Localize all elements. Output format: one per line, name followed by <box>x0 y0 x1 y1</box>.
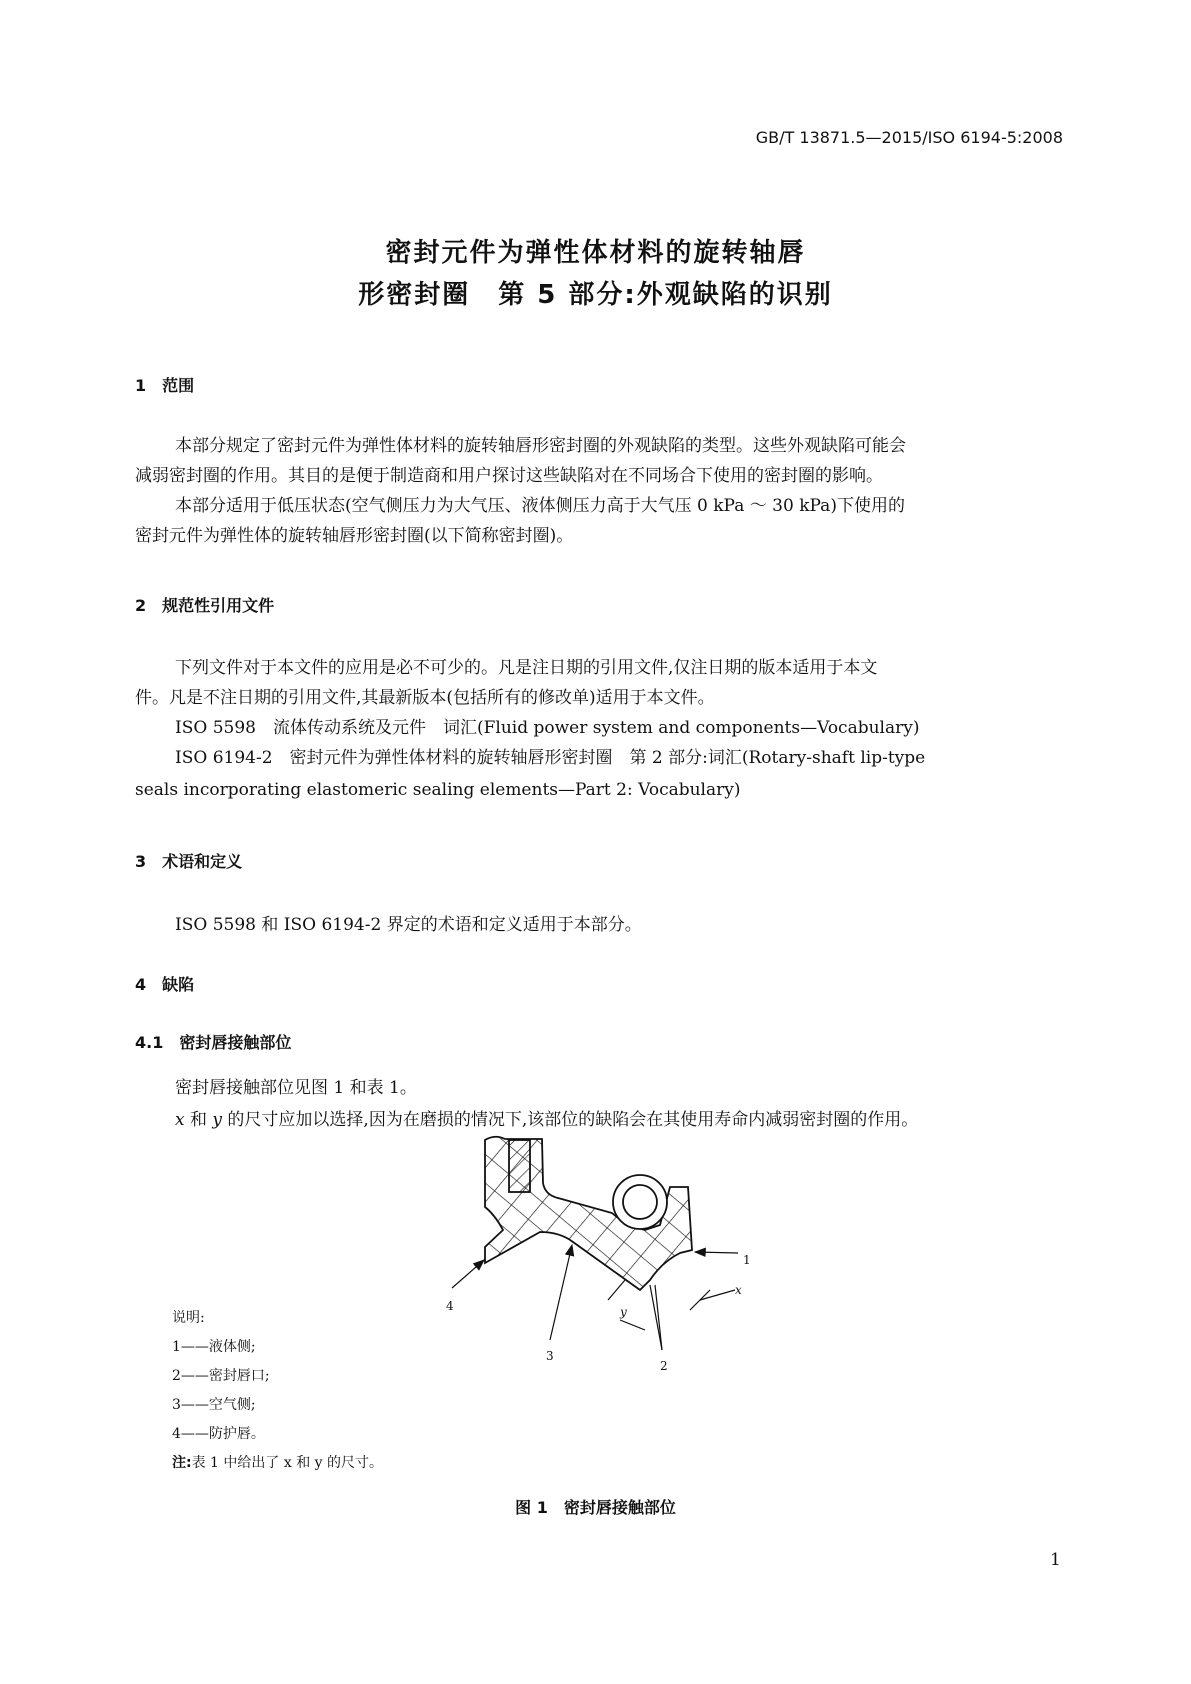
reference-iso-5598: ISO 5598 流体传动系统及元件 词汇(Fluid power system and components—Vocabulary) <box>175 718 920 738</box>
standard-number: GB/T 13871.5—2015/ISO 6194-5:2008 <box>755 128 1063 147</box>
section-3-heading: 3 术语和定义 <box>135 852 243 871</box>
seal-cross-section <box>485 1137 692 1290</box>
legend-title: 说明: <box>172 1310 205 1326</box>
figure-caption: 图 1 密封唇接触部位 <box>515 1498 676 1517</box>
text: 的尺寸应加以选择,因为在磨损的情况下,该部位的缺陷会在其使用寿命内减弱密封圈的作用。 <box>222 1110 919 1130</box>
figure-note <box>172 1453 383 1473</box>
note-text: 表 1 中给出了 x 和 y 的尺寸。 <box>191 1455 384 1471</box>
title-line-1: 密封元件为弹性体材料的旋转轴唇 <box>385 238 806 268</box>
s3-paragraph: ISO 5598 和 ISO 6194-2 界定的术语和定义适用于本部分。 <box>175 915 642 935</box>
var-x: x <box>175 1110 185 1130</box>
var-y: y <box>212 1110 223 1130</box>
s1-paragraph: 本部分规定了密封元件为弹性体材料的旋转轴唇形密封圈的外观缺陷的类型。这些外观缺陷可能会 <box>175 436 906 456</box>
section-1-heading: 1 范围 <box>135 376 195 395</box>
leader-lines <box>452 1245 738 1350</box>
callout-1: 1 <box>743 1253 751 1267</box>
page-number: 1 <box>1050 1550 1061 1570</box>
s2-paragraph: 下列文件对于本文件的应用是必不可少的。凡是注日期的引用文件,仅注日期的版本适用于本文 <box>175 658 878 678</box>
section-2-heading: 2 规范性引用文件 <box>135 596 275 615</box>
note-label: 注: <box>172 1455 192 1471</box>
section-4-heading: 4 缺陷 <box>135 975 195 994</box>
s1-paragraph: 本部分适用于低压状态(空气侧压力为大气压、液体侧压力高于大气压 0 kPa ～ 30 kPa)下使用的 <box>175 496 905 516</box>
dimension-y: y <box>620 1305 627 1319</box>
legend-item: 2——密封唇口; <box>172 1368 270 1384</box>
s2-paragraph: 件。凡是不注日期的引用文件,其最新版本(包括所有的修改单)适用于本文件。 <box>135 688 715 708</box>
callout-4: 4 <box>446 1299 454 1313</box>
section-4-1-heading: 4.1 密封唇接触部位 <box>135 1033 292 1052</box>
reference-iso-6194-2: ISO 6194-2 密封元件为弹性体材料的旋转轴唇形密封圈 第 2 部分:词汇(Rotary-shaft lip-type <box>175 748 926 768</box>
callout-2: 2 <box>660 1359 668 1373</box>
s4-paragraph: 密封唇接触部位见图 1 和表 1。 <box>175 1078 417 1098</box>
callout-3: 3 <box>546 1349 554 1363</box>
title-line-2: 形密封圈 第 5 部分:外观缺陷的识别 <box>358 280 833 310</box>
dimension-x: x <box>735 1283 742 1297</box>
legend-item: 1——液体侧; <box>172 1339 256 1355</box>
s1-paragraph: 减弱密封圈的作用。其目的是便于制造商和用户探讨这些缺陷对在不同场合下使用的密封圈的影响。 <box>135 466 883 486</box>
text: 和 <box>184 1110 213 1130</box>
legend-item: 3——空气侧; <box>172 1397 256 1413</box>
legend-item: 4——防护唇。 <box>172 1426 265 1442</box>
s1-paragraph: 密封元件为弹性体的旋转轴唇形密封圈(以下简称密封圈)。 <box>135 526 574 546</box>
reference-iso-6194-2-cont: seals incorporating elastomeric sealing elements—Part 2: Vocabulary) <box>135 780 741 800</box>
